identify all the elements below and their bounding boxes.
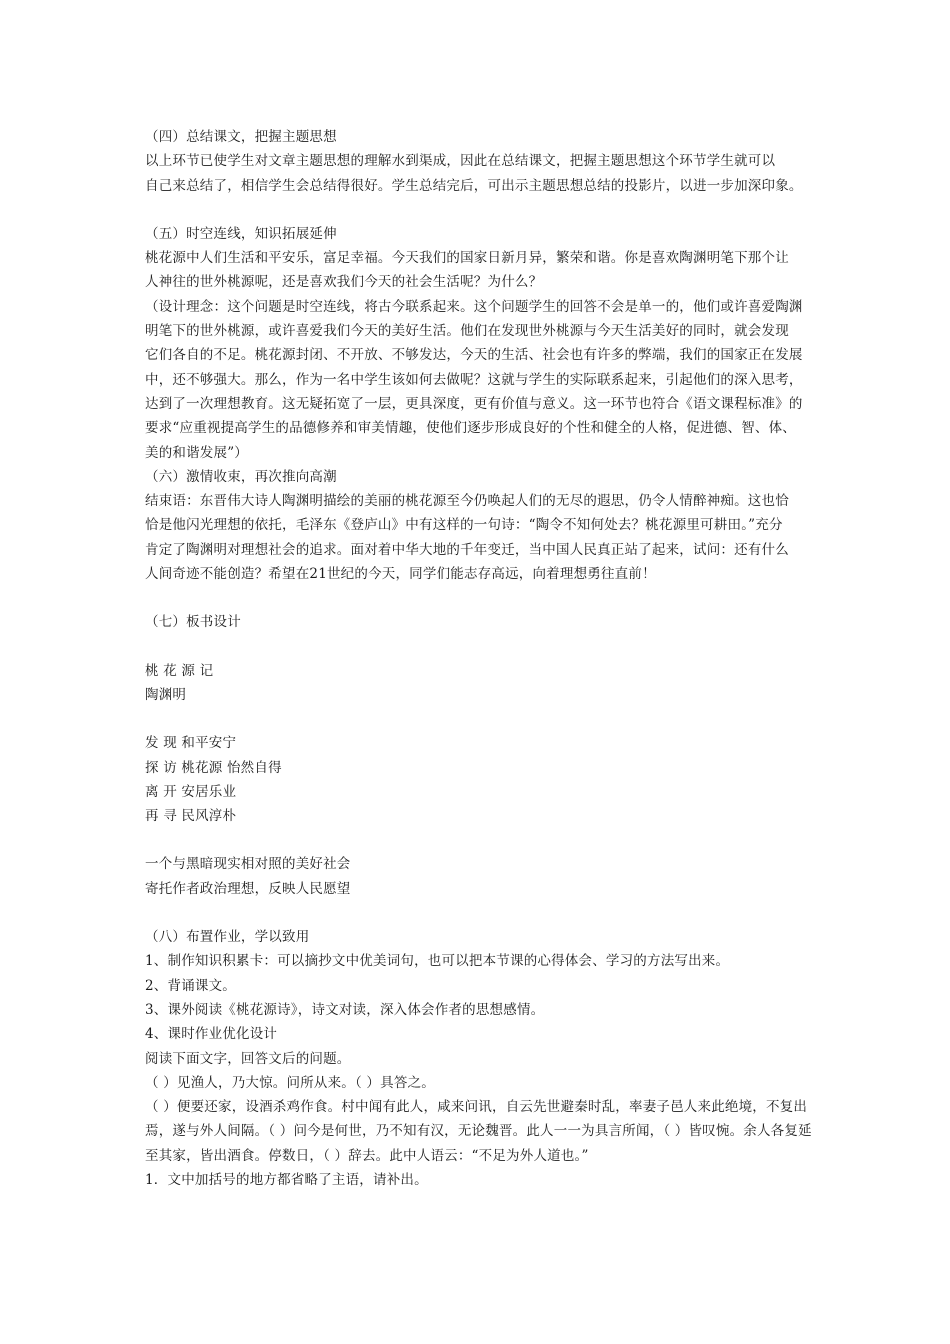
board-row: 探 访 桃花源 怡然自得 (145, 759, 282, 776)
paragraph-line: 恰是他闪光理想的依托，毛泽东《登庐山》中有这样的一句诗：“陶令不知何处去？桃花源里可耕田。”充分 (145, 517, 783, 534)
section-4-heading: （四）总结课文，把握主题思想 (145, 129, 337, 145)
board-summary: 寄托作者政治理想，反映人民愿望 (145, 880, 351, 897)
paragraph-line: 中，还不够强大。那么，作为一名中学生该如何去做呢？这就与学生的实际联系起来，引起他们的深入思考， (145, 371, 803, 388)
section-6-heading: （六）激情收束，再次推向高潮 (145, 468, 337, 485)
paragraph-line: 它们各自的不足。桃花源封闭、不开放、不够发达，今天的生活、社会也有许多的弊端，我们的国家正在发展 (145, 347, 803, 364)
homework-item: 2、背诵课文。 (145, 977, 236, 994)
section-7-heading: （七）板书设计 (145, 614, 241, 631)
paragraph-line: 人神往的世外桃源呢，还是喜欢我们今天的社会生活呢？为什么？ (145, 274, 543, 291)
paragraph-line: 桃花源中人们生活和平安乐，富足幸福。今天我们的国家日新月异，繁荣和谐。你是喜欢陶渊明笔下那个让 (145, 250, 789, 267)
board-summary: 一个与黑暗现实相对照的美好社会 (145, 856, 351, 873)
question-item: 1．文中加括号的地方都省略了主语，请补出。 (145, 1171, 428, 1188)
paragraph-line: 以上环节已使学生对文章主题思想的理解水到渠成，因此在总结课文，把握主题思想这个环节学生就可以 (145, 153, 776, 170)
board-title: 桃 花 源 记 (145, 662, 214, 679)
homework-item: 1、制作知识积累卡：可以摘抄文中优美词句，也可以把本节课的心得体会、学习的方法写出来。 (145, 953, 730, 970)
document-page (145, 125, 810, 1192)
paragraph-line: （ ）见渔人，乃大惊。问所从来。（ ）具答之。 (145, 1074, 435, 1091)
paragraph-line: 美的和谐发展”） (145, 444, 249, 461)
board-row: 再 寻 民风淳朴 (145, 808, 237, 825)
paragraph-line: 结束语：东晋伟大诗人陶渊明描绘的美丽的桃花源至今仍唤起人们的无尽的遐思，仍令人情醉神痴。这也恰 (145, 493, 789, 510)
section-8-heading: （八）布置作业，学以致用 (145, 929, 310, 946)
paragraph-line: 阅读下面文字，回答文后的问题。 (145, 1050, 351, 1067)
paragraph-line: 肯定了陶渊明对理想社会的追求。面对着中华大地的千年变迁，当中国人民真正站了起来，试问：还有什么 (145, 541, 789, 558)
paragraph-line: 至其家，皆出酒食。停数日，（ ）辞去。此中人语云：“不足为外人道也。” (145, 1147, 589, 1164)
board-row: 发 现 和平安宁 (145, 735, 237, 752)
paragraph-line: 达到了一次理想教育。这无疑拓宽了一层，更具深度，更有价值与意义。这一环节也符合《语文课程标准》的 (145, 395, 803, 412)
board-author: 陶渊明 (145, 686, 187, 703)
paragraph-line: 焉，遂与外人间隔。（ ）问今是何世，乃不知有汉，无论魏晋。此人一一为具言所闻，（ ）皆叹惋。余人各复延 (145, 1123, 812, 1140)
homework-item: 4、课时作业优化设计 (145, 1026, 278, 1043)
paragraph-line: 明笔下的世外桃源，或许喜爱我们今天的美好生活。他们在发现世外桃源与今天生活美好的同时，就会发现 (145, 323, 789, 340)
section-5-heading: （五）时空连线，知识拓展延伸 (145, 225, 337, 242)
paragraph-line: （ ）便要还家，设酒杀鸡作食。村中闻有此人，咸来问讯，自云先世避秦时乱，率妻子邑人来此绝境，不复出 (145, 1099, 808, 1116)
paragraph-line: 自己来总结了，相信学生会总结得很好。学生总结完后，可出示主题思想总结的投影片，以进一步加深印象。 (145, 177, 803, 194)
board-row: 离 开 安居乐业 (145, 783, 237, 800)
paragraph-line: （设计理念：这个问题是时空连线，将古今联系起来。这个问题学生的回答不会是单一的，他们或许喜爱陶渊 (145, 298, 803, 315)
homework-item: 3、课外阅读《桃花源诗》，诗文对读，深入体会作者的思想感情。 (145, 1001, 545, 1018)
paragraph-line: 要求“应重视提高学生的品德修养和审美情趣，使他们逐步形成良好的个性和健全的人格，促进德、智、体、 (145, 420, 796, 437)
paragraph-line: 人间奇迹不能创造？希望在21世纪的今天，同学们能志存高远，向着理想勇往直前！ (145, 566, 656, 583)
